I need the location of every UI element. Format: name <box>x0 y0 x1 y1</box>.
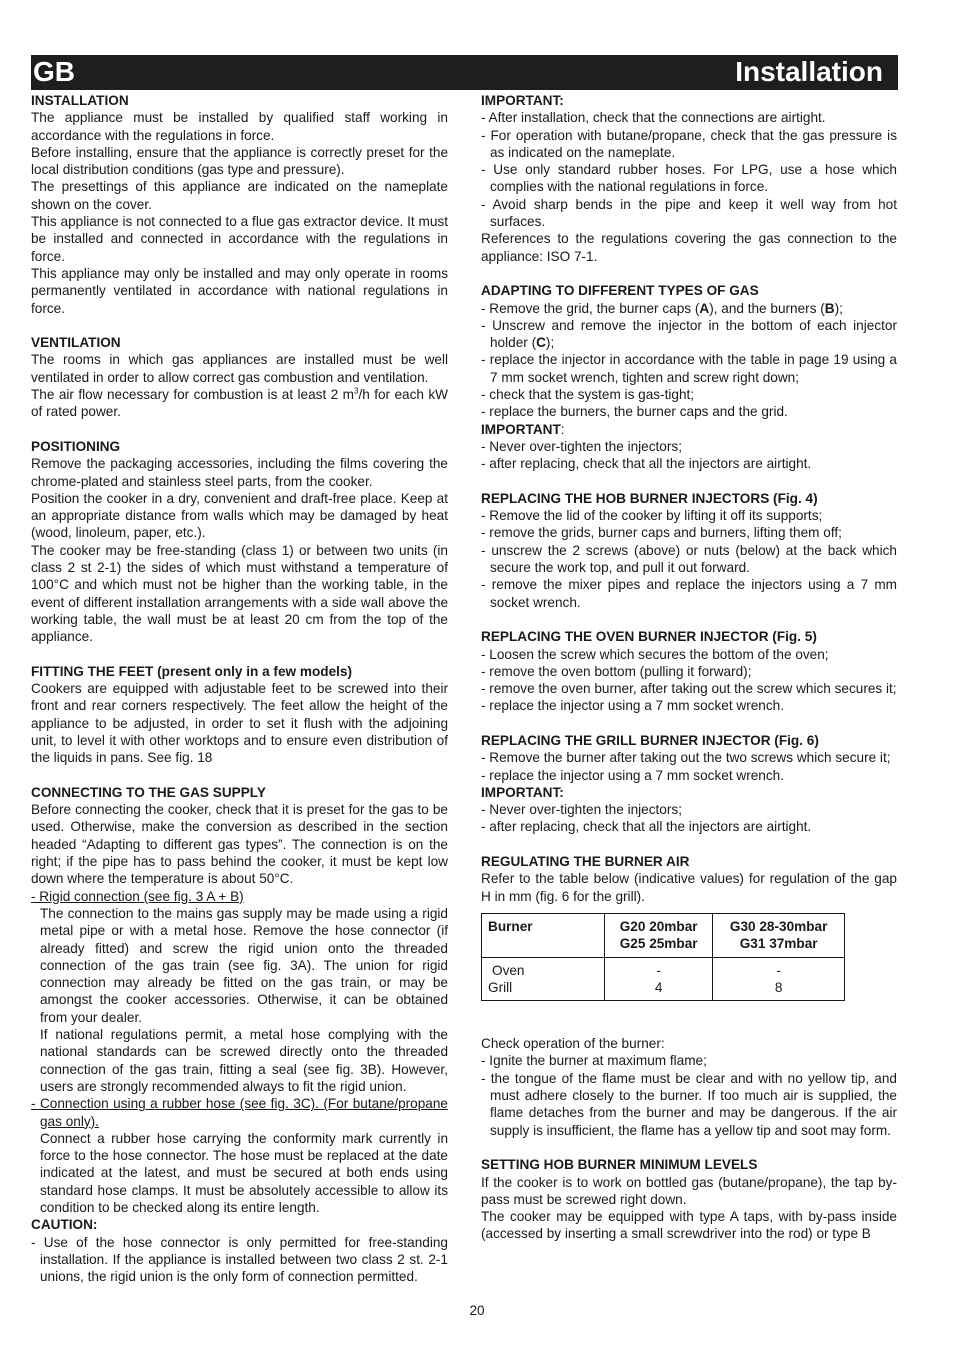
table-row <box>482 957 845 1001</box>
table-cell: - 4 <box>605 957 713 1001</box>
important-label: IMPORTANT: <box>481 421 565 437</box>
table-header-row <box>482 913 845 957</box>
list-item: - remove the oven burner, after taking out the screw which secures it; <box>481 681 897 697</box>
paragraph: Cookers are equipped with adjustable feet to be screwed into their front and rear corners respectively. The feet allow the height of the appliance to be adjusted, in order to set it flush with the adjoining unit, to level it with other worktops and to ensure even distribution of the liquids in pans. See fig. 18 <box>31 681 448 766</box>
section-heading-oven-injector: REPLACING THE OVEN BURNER INJECTOR (Fig. 5) <box>481 629 817 645</box>
list-item: - Loosen the screw which secures the bottom of the oven; <box>481 646 829 662</box>
paragraph: The connection to the mains gas supply may be made using a rigid metal pipe or with a metal hose. Remove the hose connector (if already fitted) and screw the rigid union onto the threaded connection of the gas train (see fig. 3A). The union for rigid connection may already be fitted on the gas train, or may be amongst the cooker accessories. Otherwise, it can be obtained from your dealer. <box>40 905 448 1025</box>
paragraph: The presettings of this appliance are indicated on the nameplate shown on the cover. <box>31 179 448 212</box>
list-item: - Ignite the burner at maximum flame; <box>481 1053 707 1069</box>
paragraph: Check operation of the burner: <box>481 1036 665 1052</box>
list-item: - check that the system is gas-tight; <box>481 387 695 403</box>
paragraph: Before installing, ensure that the appliance is correctly preset for the local distribution conditions (gas type and pressure). <box>31 144 448 178</box>
paragraph: The cooker may be free-standing (class 1) or between two units (in class 2 st 2-1) the sides of which must withstand a temperature of 100°C and which must not be higher than the working table, in the event of different installation arrangements with a side wall above the working table, the wall must be at least 20 cm from the top of the appliance. <box>31 542 448 645</box>
list-item: - replace the burners, the burner caps and the grid. <box>481 404 788 420</box>
page-title: Installation <box>735 56 883 87</box>
section-heading-gas-supply: CONNECTING TO THE GAS SUPPLY <box>31 784 266 800</box>
list-item: - Never over-tighten the injectors; <box>481 802 682 818</box>
section-heading-minimum-levels: SETTING HOB BURNER MINIMUM LEVELS <box>481 1157 758 1173</box>
list-item: - after replacing, check that all the injectors are airtight. <box>481 819 812 835</box>
section-heading-burner-air: REGULATING THE BURNER AIR <box>481 854 690 870</box>
subheading-rigid-connection: - Rigid connection (see fig. 3 A + B) <box>31 888 244 904</box>
paragraph: If national regulations permit, a metal hose complying with the national standards can be screwed directly onto the threaded connection of the gas train, fitting a seal (see fig. 3B). However, users are strongly recommended always to fit the rigid union. <box>40 1027 448 1094</box>
burner-air-table <box>481 913 845 1001</box>
left-column <box>31 92 448 1285</box>
list-item: - Use of the hose connector is only permitted for free-standing installation. If the appliance is installed between two class 2 st. 2-1 unions, the rigid union is the only form of connection permitted. <box>31 1234 448 1285</box>
section-heading-feet: FITTING THE FEET (present only in a few models) <box>31 663 352 679</box>
table-header-cell: G30 28-30mbar G31 37mbar <box>713 913 845 957</box>
table-cell: Oven Grill <box>482 957 605 1001</box>
table-cell: - 8 <box>713 957 845 1001</box>
list-item: - unscrew the 2 screws (above) or nuts (below) at the back which secure the work top, and pull it out forward. <box>481 542 897 576</box>
list-item: - replace the injector using a 7 mm socket wrench. <box>481 767 784 783</box>
paragraph: The air flow necessary for combustion is at least 2 $m^3/h$ for each kW of rated power. <box>31 386 448 420</box>
paragraph: The cooker may be equipped with type A taps, with by-pass inside (accessed by inserting a small screwdriver into the rod) or type B <box>481 1209 897 1242</box>
list-item: - Never over-tighten the injectors; <box>481 438 682 454</box>
right-column <box>481 92 897 1243</box>
list-item: - Remove the grid, the burner caps (A), and the burners (B); <box>481 300 843 316</box>
list-item: - Unscrew and remove the injector in the bottom of each injector holder (C); <box>481 317 897 351</box>
list-item: - Remove the burner after taking out the two screws which secure it; <box>481 750 891 766</box>
list-item: - replace the injector in accordance with the table in page 19 using a 7 mm socket wrench, tighten and screw right down; <box>481 352 897 385</box>
list-item: - the tongue of the flame must be clear and with no yellow tip, and must adhere closely to the burner. If too much air is supplied, the flame detaches from the burner and may be dangerous. If the air supply is insufficient, the flame has a yellow tip and soot may form. <box>481 1070 897 1138</box>
section-heading-grill-injector: REPLACING THE GRILL BURNER INJECTOR (Fig. 6) <box>481 732 819 748</box>
section-heading-ventilation: VENTILATION <box>31 335 121 351</box>
table-header-cell: Burner <box>482 913 605 957</box>
section-heading-installation: INSTALLATION <box>31 93 129 108</box>
list-item: - Use only standard rubber hoses. For LPG, use a hose which complies with the national regulations in force. <box>481 162 897 195</box>
paragraph: Position the cooker in a dry, convenient and draft-free place. Keep at an appropriate distance from walls which may be damaged by heat (wood, linoleum, paper, etc.). <box>31 490 448 541</box>
paragraph: The appliance must be installed by qualified staff working in accordance with the regulations in force. <box>31 110 448 143</box>
list-item: - remove the oven bottom (pulling it forward); <box>481 663 752 679</box>
paragraph: Remove the packaging accessories, including the films covering the chrome-plated and stainless steel parts, from the cooker. <box>31 456 448 489</box>
page-number: 20 <box>469 1303 485 1318</box>
page-header <box>31 55 898 90</box>
section-heading-hob-injectors: REPLACING THE HOB BURNER INJECTORS (Fig. 4) <box>481 490 818 506</box>
language-label: GB <box>33 56 75 87</box>
paragraph: This appliance is not connected to a flue gas extractor device. It must be installed and connected in accordance with the regulations in force. <box>31 214 448 264</box>
list-item: - after replacing, check that all the injectors are airtight. <box>481 456 812 472</box>
subheading-rubber-hose: - Connection using a rubber hose (see fig. 3C). (For butane/propane gas only). <box>31 1096 448 1129</box>
paragraph: Connect a rubber hose carrying the conformity mark currently in force to the hose connector. The hose must be replaced at the date indicated at the latest, and must be secured at both ends using standard hose clamps. It must be absolutely accessible to allow its condition to be checked along its entire length. <box>40 1130 448 1215</box>
paragraph: Before connecting the cooker, check that it is preset for the gas to be used. Otherwise, make the conversion as described in the section headed “Adapting to different gas types”. The connection is on the right; if the pipe has to pass behind the cooker, it must be kept low down where the temperature is about 50°C. <box>31 802 448 887</box>
list-item: - remove the grids, burner caps and burners, lifting them off; <box>481 525 842 541</box>
list-item: - For operation with butane/propane, check that the gas pressure is as indicated on the nameplate. <box>481 127 897 160</box>
paragraph: This appliance may only be installed and may only operate in rooms permanently ventilated in accordance with national regulations in force. <box>31 265 448 316</box>
table-header-cell: G20 20mbar G25 25mbar <box>605 913 713 957</box>
important-heading: IMPORTANT: <box>481 784 564 800</box>
list-item: - Avoid sharp bends in the pipe and keep it well way from hot surfaces. <box>481 196 897 230</box>
caution-heading: CAUTION: <box>31 1217 98 1233</box>
section-heading-positioning: POSITIONING <box>31 438 121 454</box>
list-item: - After installation, check that the connections are airtight. <box>481 110 826 126</box>
section-heading-adapting: ADAPTING TO DIFFERENT TYPES OF GAS <box>481 283 759 299</box>
paragraph: The rooms in which gas appliances are installed must be well ventilated in order to allow correct gas combustion and ventilation. <box>31 352 448 385</box>
list-item: - remove the mixer pipes and replace the injectors using a 7 mm socket wrench. <box>481 577 897 610</box>
important-heading: IMPORTANT: <box>481 93 564 108</box>
list-item: - replace the injector using a 7 mm socket wrench. <box>481 698 784 714</box>
paragraph: If the cooker is to work on bottled gas (butane/propane), the tap by-pass must be screwed right down. <box>481 1174 897 1207</box>
list-item: - Remove the lid of the cooker by lifting it off its supports; <box>481 508 823 524</box>
paragraph: References to the regulations covering the gas connection to the appliance: ISO 7-1. <box>481 231 897 264</box>
paragraph: Refer to the table below (indicative values) for regulation of the gap H in mm (fig. 6 for the grill). <box>481 871 897 904</box>
